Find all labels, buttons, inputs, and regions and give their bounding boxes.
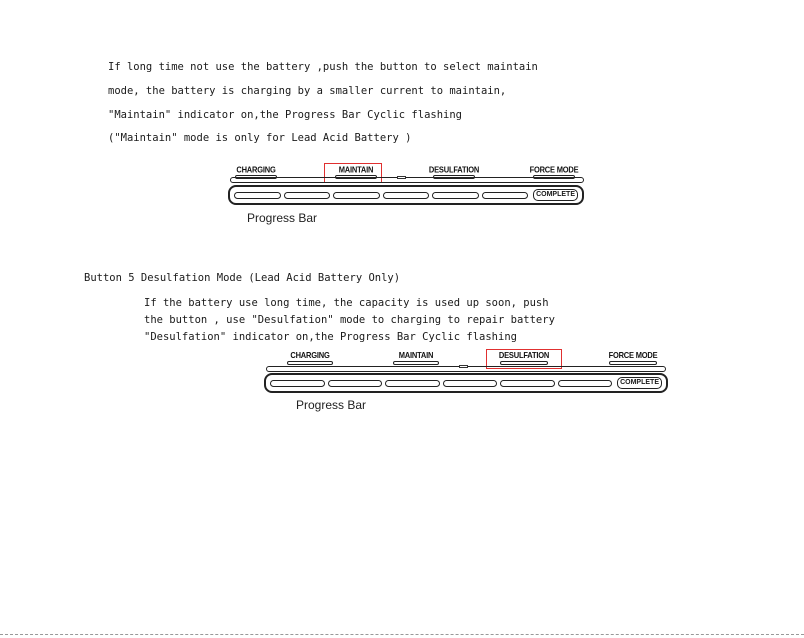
- progress-segment: [482, 192, 529, 199]
- desulfation-panel-force-mode-indicator: [602, 351, 664, 365]
- indicator-lamp: [393, 361, 439, 365]
- desulfation-progress-bar-label: Progress Bar: [296, 398, 367, 412]
- rail-notch: [459, 365, 468, 368]
- indicator-lamp: [609, 361, 657, 365]
- complete-indicator: COMPLETE: [533, 189, 578, 201]
- desulfation-heading: Button 5 Desulfation Mode (Lead Acid Battery Only): [84, 272, 401, 284]
- rail-notch: [397, 176, 406, 179]
- desulfation-panel-charging-indicator: [280, 351, 340, 365]
- desulfation-text-line-3: "Desulfation" indicator on,the Progress Bar Cyclic flashing: [144, 331, 517, 343]
- desulfation-text-line-2: the button , use "Desulfation" mode to charging to repair battery: [144, 314, 555, 326]
- desulfation-indicator-rail: [266, 366, 666, 372]
- progress-segment: [383, 192, 430, 199]
- indicator-label: DESULFATION: [498, 350, 550, 361]
- progress-segment: [558, 380, 613, 387]
- indicator-lamp: [287, 361, 333, 365]
- desulfation-progress-bar: [264, 373, 668, 393]
- progress-segment: [234, 192, 281, 199]
- progress-segment: [284, 192, 331, 199]
- indicator-label: MAINTAIN: [338, 164, 374, 175]
- maintain-text-line-2: mode, the battery is charging by a smaller current to maintain,: [108, 85, 507, 97]
- indicator-label: DESULFATION: [428, 164, 480, 175]
- progress-segment: [333, 192, 380, 199]
- indicator-label: FORCE MODE: [529, 164, 579, 175]
- desulfation-text-line-1: If the battery use long time, the capacity is used up soon, push: [144, 297, 549, 309]
- maintain-progress-bar-label: Progress Bar: [247, 211, 318, 225]
- progress-segment: [385, 380, 440, 387]
- progress-segment: [270, 380, 325, 387]
- maintain-text-line-4: ("Maintain" mode is only for Lead Acid Battery ): [108, 132, 412, 144]
- indicator-label: CHARGING: [236, 164, 276, 175]
- maintain-text-line-3: "Maintain" indicator on,the Progress Bar Cyclic flashing: [108, 109, 463, 121]
- maintain-indicator-rail: [230, 177, 584, 183]
- maintain-progress-bar: [228, 185, 584, 205]
- desulfation-panel-maintain-indicator: [386, 351, 446, 365]
- progress-segment: [432, 192, 479, 199]
- page-bottom-rule: [0, 634, 804, 635]
- indicator-label: FORCE MODE: [608, 350, 658, 361]
- indicator-label: CHARGING: [290, 350, 330, 361]
- progress-segment: [443, 380, 498, 387]
- progress-segment: [328, 380, 383, 387]
- maintain-text-line-1: If long time not use the battery ,push the button to select maintain: [108, 61, 538, 73]
- complete-indicator: COMPLETE: [617, 377, 662, 389]
- indicator-label: MAINTAIN: [398, 350, 434, 361]
- progress-segment: [500, 380, 555, 387]
